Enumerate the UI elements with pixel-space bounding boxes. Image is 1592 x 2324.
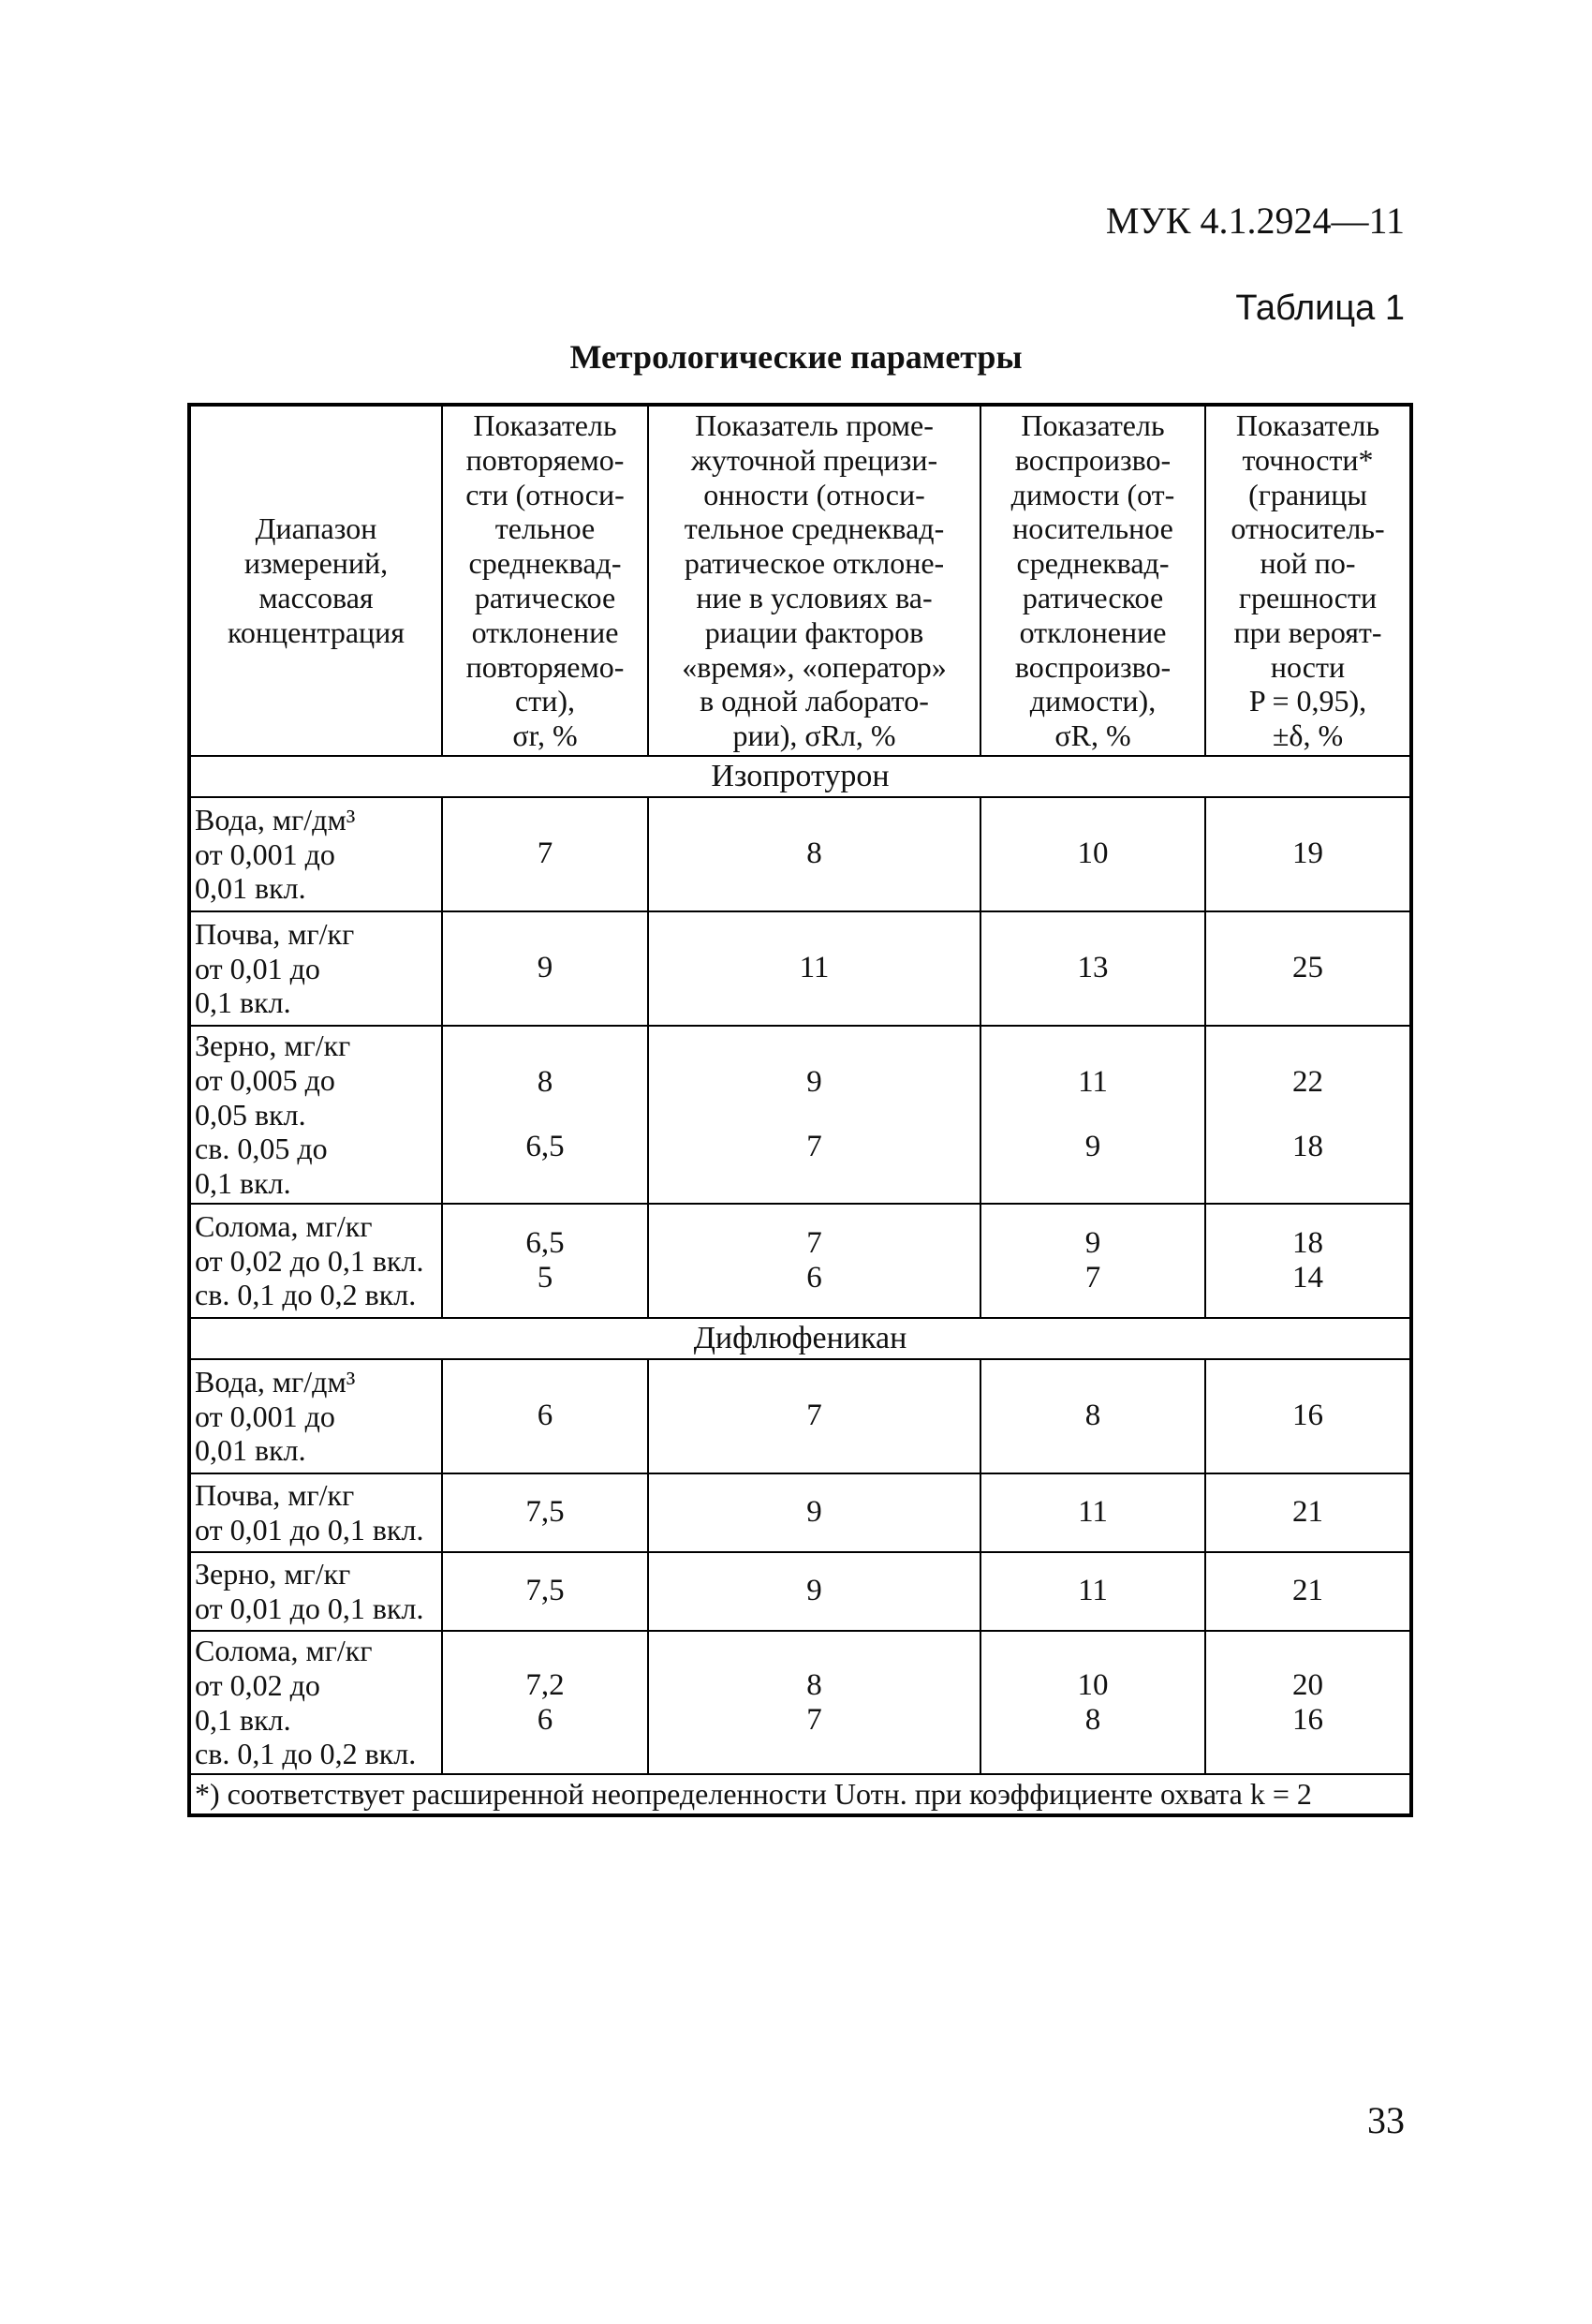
- value: 9: [1084, 1129, 1101, 1163]
- value-cell: [980, 1026, 1205, 1204]
- header-line: ратическое: [474, 580, 616, 614]
- range-line: от 0,001 до: [195, 1399, 335, 1433]
- measurement-range: [189, 911, 442, 1026]
- header-line: Показатель проме-: [695, 408, 934, 442]
- value-cell: [442, 1473, 648, 1552]
- measurement-range: [189, 797, 442, 911]
- value-cell: [442, 1552, 648, 1631]
- header-line: σR, %: [1054, 718, 1131, 753]
- value: 14: [1292, 1260, 1323, 1295]
- footnote-row: [189, 1774, 1411, 1815]
- table-row: [189, 1552, 1411, 1631]
- header-line: ±δ, %: [1272, 718, 1344, 753]
- table-row: [189, 1473, 1411, 1552]
- header-line: ной по-: [1260, 546, 1356, 581]
- document-code: МУК 4.1.2924—11: [1105, 200, 1405, 242]
- header-line: среднеквад-: [1016, 546, 1170, 581]
- header-line: грешности: [1238, 580, 1378, 614]
- header-line: воспроизво-: [1014, 442, 1172, 477]
- header-line: измерений,: [243, 546, 389, 581]
- value: 11: [1078, 1064, 1108, 1099]
- table-title: Метрологические параметры: [569, 338, 1023, 376]
- range-line: 0,1 вкл.: [195, 985, 291, 1020]
- value: 7,2: [525, 1667, 565, 1702]
- value: 9: [806, 1574, 822, 1608]
- value-cell: [442, 1026, 648, 1204]
- column-header-intermediate-precision: [648, 405, 980, 756]
- value: 7,5: [525, 1574, 565, 1608]
- value: 10: [1077, 1667, 1109, 1702]
- page-number: 33: [1367, 2099, 1405, 2141]
- measurement-range: [189, 1359, 442, 1473]
- value: 7: [806, 1399, 822, 1433]
- range-line: 0,1 вкл.: [195, 1702, 291, 1737]
- header-line: повторяемо-: [465, 442, 625, 477]
- value-cell: [980, 911, 1205, 1026]
- value: 21: [1292, 1495, 1323, 1530]
- value-cell: [648, 1204, 980, 1318]
- range-line: Зерно, мг/кг: [195, 1557, 351, 1591]
- section-row: [189, 756, 1411, 797]
- range-line: св. 0,05 до: [195, 1132, 328, 1166]
- header-line: «время», «оператор»: [682, 649, 947, 684]
- measurement-range: [189, 1473, 442, 1552]
- value: 11: [1078, 1495, 1108, 1530]
- value-cell: [442, 1204, 648, 1318]
- value: 6: [537, 1702, 553, 1737]
- measurement-range: [189, 1631, 442, 1774]
- value: 8: [537, 1064, 553, 1099]
- value-cell: [648, 911, 980, 1026]
- table-row: [189, 1204, 1411, 1318]
- value-cell: [442, 911, 648, 1026]
- range-line: от 0,02 до 0,1 вкл.: [195, 1243, 424, 1278]
- value-cell: [648, 1359, 980, 1473]
- header-line: онности (относи-: [703, 477, 925, 511]
- footnote: *) соответствует расширенной неопределенности Uотн. при коэффициенте охвата k = 2: [189, 1774, 1411, 1815]
- value-cell: [1205, 1552, 1411, 1631]
- value: 7: [537, 836, 553, 871]
- value: 16: [1292, 1399, 1323, 1433]
- value-cell: [648, 1631, 980, 1774]
- header-line: среднеквад-: [468, 546, 622, 581]
- header-line: тельное среднеквад-: [684, 511, 945, 546]
- value: 19: [1292, 836, 1323, 871]
- value: 6,5: [525, 1129, 565, 1163]
- header-line: сти),: [515, 684, 575, 718]
- value: 9: [537, 951, 553, 985]
- header-line: относитель-: [1231, 511, 1385, 546]
- section-row: [189, 1318, 1411, 1359]
- header-line: риации факторов: [704, 614, 924, 649]
- range-line: 0,01 вкл.: [195, 1433, 306, 1468]
- value: 25: [1292, 951, 1323, 985]
- value: 21: [1292, 1574, 1323, 1608]
- value: 10: [1077, 836, 1109, 871]
- header-line: димости (от-: [1010, 477, 1175, 511]
- value-cell: [442, 1631, 648, 1774]
- header-line: ратическое: [1022, 580, 1164, 614]
- value-cell: [442, 797, 648, 911]
- header-line: σr, %: [512, 718, 578, 753]
- header-line: отклонение: [1019, 614, 1167, 649]
- value-cell: [1205, 911, 1411, 1026]
- range-line: 0,05 вкл.: [195, 1097, 306, 1132]
- value: 7: [806, 1225, 822, 1260]
- column-header-accuracy: [1205, 405, 1411, 756]
- value: 6: [537, 1399, 553, 1433]
- header-line: ности: [1270, 649, 1346, 684]
- value: 9: [806, 1495, 822, 1530]
- value-cell: [980, 1473, 1205, 1552]
- value: 8: [806, 1667, 822, 1702]
- table-row: [189, 1026, 1411, 1204]
- range-line: Вода, мг/дм³: [195, 1364, 356, 1399]
- range-line: Солома, мг/кг: [195, 1208, 373, 1243]
- column-header-reproducibility: [980, 405, 1205, 756]
- table-row: [189, 1631, 1411, 1774]
- range-line: Почва, мг/кг: [195, 1478, 355, 1513]
- header-line: носительное: [1012, 511, 1173, 546]
- header-line: в одной лаборато-: [700, 684, 929, 718]
- value: 11: [1078, 1574, 1108, 1608]
- value-cell: [980, 1631, 1205, 1774]
- range-line: Солома, мг/кг: [195, 1633, 373, 1667]
- range-line: св. 0,1 до 0,2 вкл.: [195, 1278, 417, 1312]
- table-body: [189, 756, 1411, 1815]
- value: 9: [1084, 1225, 1101, 1260]
- range-line: от 0,01 до 0,1 вкл.: [195, 1591, 424, 1625]
- value: 16: [1292, 1702, 1323, 1737]
- range-line: Почва, мг/кг: [195, 916, 355, 951]
- value: 7: [806, 1129, 822, 1163]
- range-line: Вода, мг/дм³: [195, 802, 356, 836]
- value: 5: [537, 1260, 553, 1295]
- value: 6,5: [525, 1225, 565, 1260]
- header-line: Показатель: [1235, 408, 1380, 442]
- header-line: сти (относи-: [465, 477, 625, 511]
- value: 18: [1292, 1225, 1323, 1260]
- header-line: рии), σRл, %: [732, 718, 896, 753]
- value-cell: [1205, 1359, 1411, 1473]
- header-line: концентрация: [227, 614, 405, 649]
- value-cell: [980, 1359, 1205, 1473]
- section-title: Дифлюфеникан: [189, 1318, 1411, 1359]
- value-cell: [648, 1473, 980, 1552]
- value: 8: [1084, 1399, 1101, 1433]
- range-line: Зерно, мг/кг: [195, 1028, 351, 1062]
- value-cell: [1205, 1631, 1411, 1774]
- value-cell: [1205, 1473, 1411, 1552]
- value: 7: [1084, 1260, 1101, 1295]
- header-line: Показатель: [473, 408, 617, 442]
- value-cell: [980, 1204, 1205, 1318]
- header-line: Диапазон: [255, 511, 377, 546]
- value-cell: [648, 797, 980, 911]
- value: 6: [806, 1260, 822, 1295]
- metrological-table: [187, 403, 1413, 1817]
- header-line: повторяемо-: [465, 649, 625, 684]
- range-line: от 0,01 до: [195, 951, 320, 985]
- range-line: 0,1 вкл.: [195, 1166, 291, 1201]
- value: 18: [1292, 1129, 1323, 1163]
- header-line: Показатель: [1021, 408, 1165, 442]
- header-line: точности*: [1242, 442, 1374, 477]
- table-row: [189, 911, 1411, 1026]
- value: 22: [1292, 1064, 1323, 1099]
- header-line: (границы: [1248, 477, 1367, 511]
- value: 7: [806, 1702, 822, 1737]
- measurement-range: [189, 1552, 442, 1631]
- value: 9: [806, 1064, 822, 1099]
- value-cell: [1205, 1026, 1411, 1204]
- measurement-range: [189, 1026, 442, 1204]
- header-line: димости),: [1029, 684, 1157, 718]
- value-cell: [648, 1552, 980, 1631]
- value: 7,5: [525, 1495, 565, 1530]
- range-line: св. 0,1 до 0,2 вкл.: [195, 1737, 417, 1771]
- value-cell: [648, 1026, 980, 1204]
- column-header-range: [189, 405, 442, 756]
- value-cell: [980, 797, 1205, 911]
- measurement-range: [189, 1204, 442, 1318]
- header-line: воспроизво-: [1014, 649, 1172, 684]
- value: 11: [799, 951, 830, 985]
- table-row: [189, 1359, 1411, 1473]
- value-cell: [980, 1552, 1205, 1631]
- range-line: от 0,005 до: [195, 1062, 335, 1097]
- value-cell: [1205, 1204, 1411, 1318]
- header-line: массовая: [258, 580, 374, 614]
- header-line: P = 0,95),: [1248, 684, 1367, 718]
- section-title: Изопротурон: [189, 756, 1411, 797]
- table-label: Таблица 1: [1235, 289, 1405, 328]
- range-line: от 0,01 до 0,1 вкл.: [195, 1512, 424, 1547]
- range-line: от 0,02 до: [195, 1667, 320, 1702]
- header-line: жуточной прецизи-: [690, 442, 938, 477]
- table-row: [189, 797, 1411, 911]
- range-line: 0,01 вкл.: [195, 871, 306, 906]
- header-line: тельное: [494, 511, 596, 546]
- header-line: при вероят-: [1233, 614, 1382, 649]
- header-line: отклонение: [471, 614, 619, 649]
- value-cell: [1205, 797, 1411, 911]
- header-line: ние в условиях ва-: [696, 580, 933, 614]
- header-line: ратическое отклоне-: [684, 546, 945, 581]
- value: 8: [1084, 1702, 1101, 1737]
- column-header-repeatability: [442, 405, 648, 756]
- value-cell: [442, 1359, 648, 1473]
- value: 13: [1077, 951, 1109, 985]
- value: 8: [806, 836, 822, 871]
- value: 20: [1292, 1667, 1323, 1702]
- range-line: от 0,001 до: [195, 836, 335, 871]
